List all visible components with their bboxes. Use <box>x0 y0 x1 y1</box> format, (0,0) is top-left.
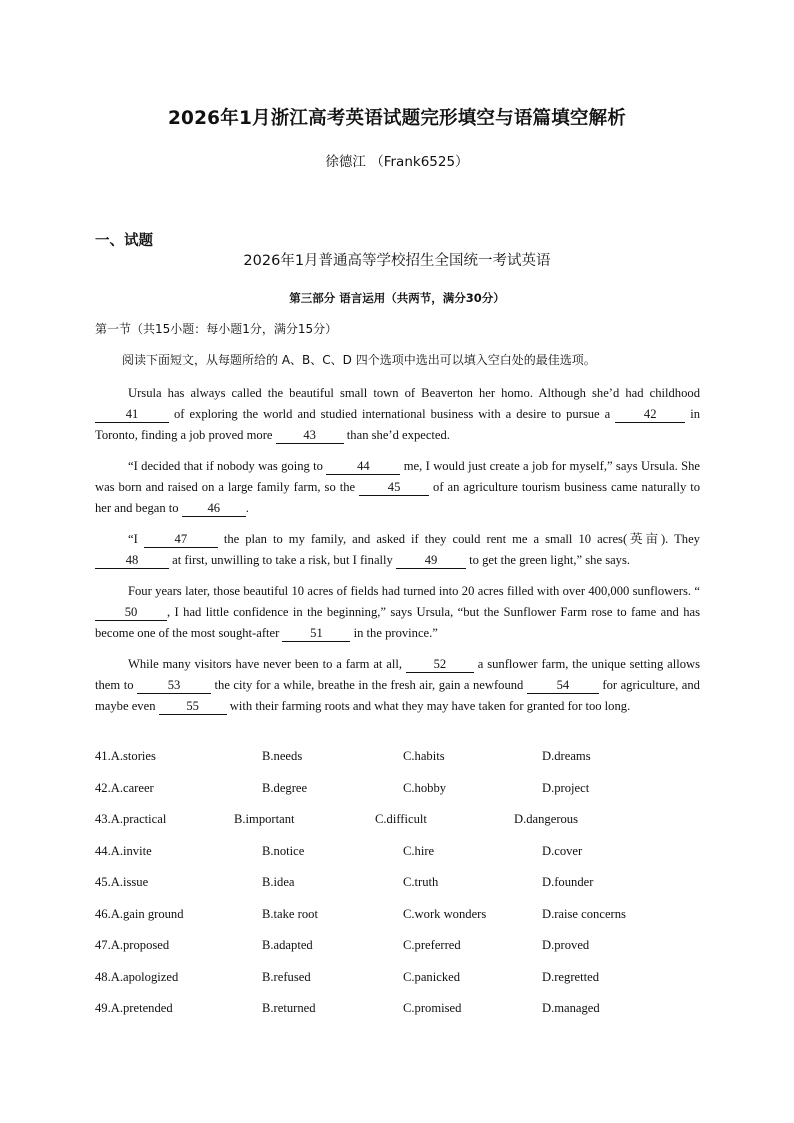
option-d: D.dangerous <box>514 812 579 826</box>
blank-45: 45 <box>359 480 429 496</box>
option-text: A.practical <box>110 812 167 826</box>
option-a <box>95 749 156 764</box>
passage-text: of an agriculture tourism business came naturally to her and began to <box>95 480 700 515</box>
blank-47: 47 <box>144 532 218 548</box>
document-title: 2026年1月浙江高考英语试题完形填空与语篇填空解析 <box>167 108 627 129</box>
blank-46: 46 <box>182 501 246 517</box>
instruction-text: 阅读下面短文，从每题所给的 A、B、C、D 四个选项中选出可以填入空白处的最佳选项。 <box>122 353 596 367</box>
passage-text: at first, unwilling to take a risk, but I finally <box>169 553 396 567</box>
part-title: 第三部分 语言运用（共两节，满分30分） <box>289 291 505 305</box>
option-a <box>95 781 154 796</box>
option-row-45 <box>95 875 715 907</box>
option-row-42 <box>95 781 715 813</box>
option-row-43 <box>95 812 715 844</box>
passage-text: than she’d expected. <box>343 428 450 442</box>
passage-paragraph-5 <box>95 654 700 717</box>
option-text: A.pretended <box>110 1001 173 1015</box>
option-a <box>95 844 152 859</box>
option-c: C.preferred <box>403 938 461 952</box>
blank-55: 55 <box>159 699 227 715</box>
passage-paragraph-2 <box>95 456 700 519</box>
option-d: D.cover <box>542 843 583 858</box>
blank-42: 42 <box>615 407 685 423</box>
passage-text: for agriculture, and maybe even <box>95 678 700 713</box>
passage-text: me, I would just create a job for myself,” says Ursula. She was born and raised on a large family farm, so the <box>95 459 700 494</box>
option-d: D.project <box>542 780 590 795</box>
subsection-heading: 第一节（共15小题：每小题1分，满分15分） <box>95 322 338 336</box>
question-number: 41. <box>95 749 111 763</box>
passage-text: “I decided that if nobody was going to <box>128 459 327 473</box>
blank-43: 43 <box>276 428 344 444</box>
option-b: B.take root <box>262 906 318 921</box>
blank-51: 51 <box>282 626 350 642</box>
question-number: 47. <box>95 938 111 952</box>
option-row-41 <box>95 749 715 781</box>
question-number: 42. <box>95 780 111 795</box>
blank-54: 54 <box>527 678 599 694</box>
blank-41: 41 <box>95 407 169 423</box>
option-d: D.proved <box>542 938 590 952</box>
passage-paragraph-1 <box>95 383 700 446</box>
option-b: B.adapted <box>262 938 313 952</box>
option-c: C.panicked <box>403 969 461 984</box>
passage-text: in the province.” <box>350 626 438 640</box>
answer-options <box>95 749 715 1033</box>
option-text: A.invite <box>110 843 152 858</box>
option-text: A.career <box>110 780 154 795</box>
passage-text: a sunflower farm, the unique setting allows them to <box>95 657 700 692</box>
option-d: D.managed <box>542 1001 600 1015</box>
question-number: 43. <box>95 812 111 826</box>
option-text: A.proposed <box>110 938 170 952</box>
option-text: A.gain ground <box>110 906 184 921</box>
option-row-49 <box>95 1001 715 1033</box>
option-b: B.needs <box>262 749 303 763</box>
exam-title: 2026年1月普通高等学校招生全国统一考试英语 <box>243 253 551 269</box>
option-text: A.stories <box>110 749 156 763</box>
option-c: C.hire <box>403 843 435 858</box>
option-d: D.regretted <box>542 969 599 984</box>
question-number: 44. <box>95 843 111 858</box>
option-c: C.habits <box>403 749 445 763</box>
option-b: B.returned <box>262 1001 316 1015</box>
option-row-44 <box>95 844 715 876</box>
passage-text: with their farming roots and what they may have taken for granted for too long. <box>226 699 631 713</box>
question-number: 49. <box>95 1001 111 1015</box>
passage-text: of exploring the world and studied international business with a desire to pursue a <box>169 407 616 421</box>
option-row-48 <box>95 970 715 1002</box>
option-b: B.degree <box>262 780 308 795</box>
passage-paragraph-3 <box>95 529 700 571</box>
passage-text: Four years later, those beautiful 10 acres of fields had turned into 20 acres filled with over 400,000 sunflowers. “ <box>128 584 700 598</box>
option-c: C.truth <box>403 875 439 889</box>
blank-50: 50 <box>95 605 167 621</box>
passage-text: . <box>245 501 249 515</box>
passage-text: Ursula has always called the beautiful small town of Beaverton her homo. Although she’d had childhood <box>128 386 700 400</box>
option-text: A.issue <box>110 875 149 889</box>
option-row-46 <box>95 907 715 939</box>
section-heading: 一、试题 <box>95 233 153 249</box>
blank-53: 53 <box>137 678 211 694</box>
option-a <box>95 970 178 985</box>
option-d: D.dreams <box>542 749 591 763</box>
blank-48: 48 <box>95 553 169 569</box>
passage-text: , I had little confidence in the beginning,” says Ursula, “but the Sunflower Farm rose to fame and has become one of the most sought-after <box>95 605 700 640</box>
passage-text: “I <box>128 532 144 546</box>
option-a <box>95 875 148 890</box>
option-b: B.idea <box>262 875 295 889</box>
option-a <box>95 812 166 827</box>
option-c: C.promised <box>403 1001 462 1015</box>
passage-text: to get the green light,” she says. <box>466 553 631 567</box>
blank-44: 44 <box>326 459 400 475</box>
option-d: D.raise concerns <box>542 906 626 921</box>
option-c: C.difficult <box>375 812 427 826</box>
option-b: B.refused <box>262 969 311 984</box>
option-b: B.important <box>234 812 295 826</box>
option-row-47 <box>95 938 715 970</box>
blank-52: 52 <box>406 657 474 673</box>
passage-text: the city for a while, breathe in the fresh air, gain a newfound <box>211 678 527 692</box>
option-c: C.work wonders <box>403 906 487 921</box>
question-number: 45. <box>95 875 111 889</box>
option-a <box>95 907 184 922</box>
passage-text: in Toronto, finding a job proved more <box>95 407 700 442</box>
passage-text: the plan to my family, and asked if they could rent me a small 10 acres(英亩). They <box>217 532 700 546</box>
question-number: 46. <box>95 906 111 921</box>
author-line: 徐德江 （Frank6525） <box>325 154 469 170</box>
option-text: A.apologized <box>110 969 179 984</box>
passage-text: While many visitors have never been to a farm at all, <box>128 657 406 671</box>
option-a <box>95 1001 173 1016</box>
blank-49: 49 <box>396 553 466 569</box>
question-number: 48. <box>95 969 111 984</box>
option-b: B.notice <box>262 843 305 858</box>
passage-paragraph-4 <box>95 581 700 644</box>
option-d: D.founder <box>542 875 594 889</box>
option-a <box>95 938 169 953</box>
option-c: C.hobby <box>403 780 447 795</box>
